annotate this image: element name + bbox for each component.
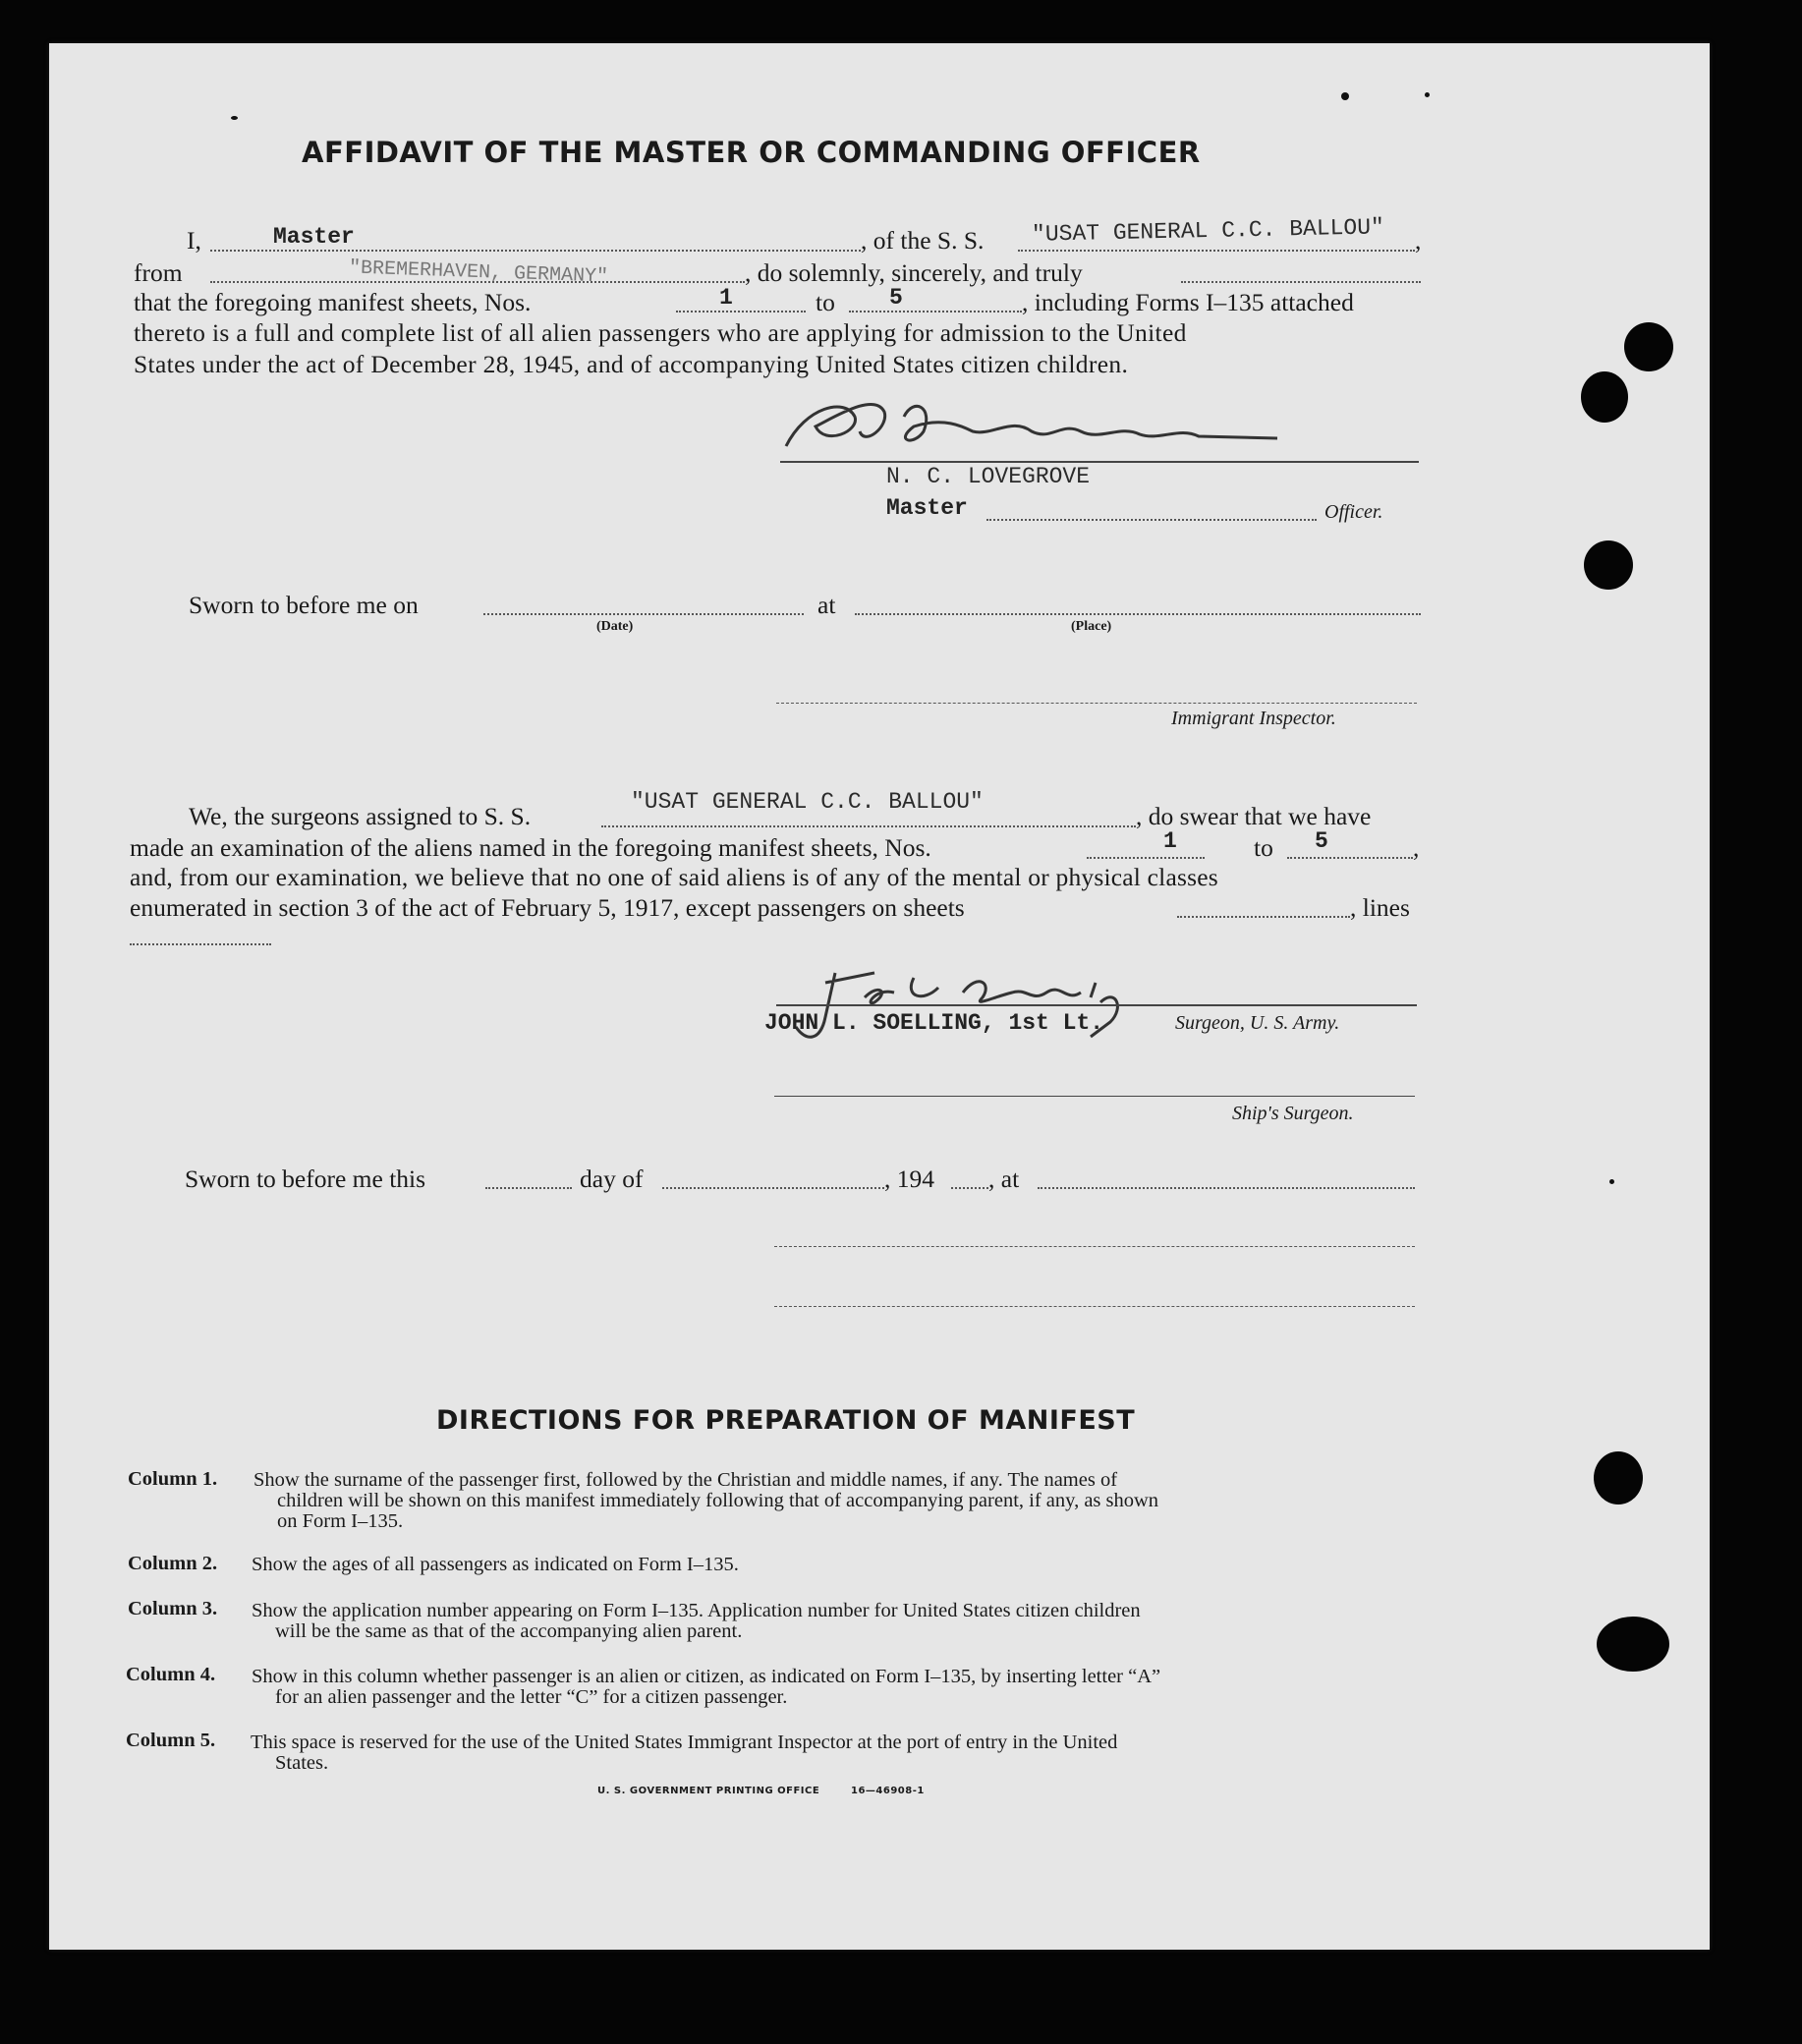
column-2-text-1: Show the ages of all passengers as indicated on Form I–135. [252,1554,739,1575]
sheet-from-line [676,311,806,312]
surgeons-line2-prefix: made an examination of the aliens named in the foregoing manifest sheets, Nos. [130,833,931,862]
sworn2-year-line [951,1187,988,1189]
master-signature [766,387,1356,466]
port-value: "BREMERHAVEN, GERMANY" [348,256,609,289]
directions-title: DIRECTIONS FOR PREPARATION OF MANIFEST [436,1405,1136,1436]
punch-hole-1 [1624,322,1673,371]
column-5-text-2: States. [275,1752,329,1774]
inspector2-line-1 [774,1246,1415,1247]
surgeons-line4-prefix: enumerated in section 3 of the act of February 5, 1917, except passengers on sheets [130,893,965,922]
speck [231,116,238,120]
surgeons-ship-line [601,825,1136,827]
line4: thereto is a full and complete list of all alien passengers who are applying for admission to the United [134,318,1187,347]
master-name-line [210,250,861,252]
sheet-from-value: 1 [719,285,733,311]
except-sheets-line [1177,916,1350,918]
surgeons-line3: and, from our examination, we believe that no one of said aliens is of any of the mental or physical classes [130,863,1218,891]
place-label: (Place) [1071,619,1112,634]
column-1-text-3: on Form I–135. [277,1510,404,1532]
sworn2-year: , 194 [884,1164,934,1193]
column-4-label: Column 4. [126,1664,216,1685]
punch-hole-5 [1597,1617,1669,1672]
sworn2-at: , at [988,1164,1020,1193]
sworn2-prefix: Sworn to before me this [185,1164,426,1193]
speck [1341,92,1349,100]
line1-mid: , of the S. S. [861,226,985,255]
date-label: (Date) [596,619,634,634]
column-3-text-1: Show the application number appearing on Form I–135. Application number for United States citizen children [252,1600,1141,1621]
ship-name-value: "USAT GENERAL C.C. BALLOU" [1031,214,1385,248]
master-name-value: Master [273,224,355,250]
speck [1425,92,1430,97]
sheet-to-line [849,311,1022,312]
affidavit-title: AFFIDAVIT OF THE MASTER OR COMMANDING OFFICER [302,136,1201,169]
surgeons-line2-comma: , [1413,833,1420,862]
sworn2-day-line [485,1187,572,1189]
footer-form-number: 16—46908-1 [851,1786,925,1796]
line3-to: to [816,288,835,316]
column-3-text-2: will be the same as that of the accompanying alien parent. [275,1620,743,1642]
officer-label: Officer. [1324,501,1383,523]
line1-comma: , [1415,226,1422,255]
inspector2-line-2 [774,1306,1415,1307]
surgeons-line1-suffix: , do swear that we have [1136,802,1372,830]
surgeons-to-value: 5 [1315,828,1328,854]
line2-prefix: from [134,258,183,287]
surgeons-from-line [1087,857,1205,859]
speck [1609,1179,1614,1184]
master-signature-line [780,461,1419,463]
surgeon-role: Surgeon, U. S. Army. [1175,1012,1340,1034]
sworn2-place-line [1038,1187,1415,1189]
master-signer-name: N. C. LOVEGROVE [886,464,1091,489]
ship-surgeon-line [774,1096,1415,1097]
column-1-text-1: Show the surname of the passenger first, followed by the Christian and middle names, if any. The names of [253,1469,1118,1491]
officer-line [986,519,1317,521]
surgeon-signer-name: JOHN L. SOELLING, 1st Lt. [764,1010,1104,1036]
line1-prefix: I, [187,226,201,255]
inspector-label: Immigrant Inspector. [1171,708,1336,729]
column-4-text-2: for an alien passenger and the letter “C” for a citizen passenger. [275,1686,788,1708]
punch-hole-2 [1581,371,1628,423]
surgeons-line1-prefix: We, the surgeons assigned to S. S. [189,802,532,830]
sworn-place-line [855,613,1421,615]
ship-surgeon-label: Ship's Surgeon. [1232,1103,1354,1124]
line2-trailing-line [1181,281,1421,283]
punch-hole-3 [1584,540,1633,590]
column-5-label: Column 5. [126,1730,216,1751]
line3-suffix: , including Forms I–135 attached [1022,288,1354,316]
inspector-line [776,703,1417,704]
line3-prefix: that the foregoing manifest sheets, Nos. [134,288,532,316]
sworn2-day-of: day of [580,1164,644,1193]
column-4-text-1: Show in this column whether passenger is an alien or citizen, as indicated on Form I–135, by inserting letter “A” [252,1666,1161,1687]
line2-mid: , do solemnly, sincerely, and truly [745,258,1083,287]
master-signer-title: Master [886,495,968,521]
surgeons-ship-value: "USAT GENERAL C.C. BALLOU" [631,789,984,815]
surgeons-from-value: 1 [1163,828,1177,854]
sworn2-month-line [662,1187,884,1189]
column-1-label: Column 1. [128,1468,218,1490]
column-2-label: Column 2. [128,1553,218,1574]
surgeons-to-line [1287,857,1413,859]
except-lines-line [130,943,271,945]
column-3-label: Column 3. [128,1598,218,1619]
column-1-text-2: children will be shown on this manifest immediately following that of accompanying parent, if any, as shown [277,1490,1159,1511]
sworn-at: at [817,591,836,619]
ship-name-line [1018,250,1415,252]
sworn-prefix: Sworn to before me on [189,591,419,619]
punch-hole-4 [1594,1451,1643,1505]
line5: States under the act of December 28, 1945, and of accompanying United States citizen children. [134,350,1129,378]
sworn-date-line [483,613,804,615]
surgeons-line4-suffix: , lines [1350,893,1410,922]
surgeons-to: to [1254,833,1273,862]
footer-printer: U. S. GOVERNMENT PRINTING OFFICE [597,1786,820,1796]
surgeon-signature-line [776,1004,1417,1006]
column-5-text-1: This space is reserved for the use of the United States Immigrant Inspector at the port of entry in the United [251,1732,1118,1753]
sheet-to-value: 5 [889,285,903,311]
